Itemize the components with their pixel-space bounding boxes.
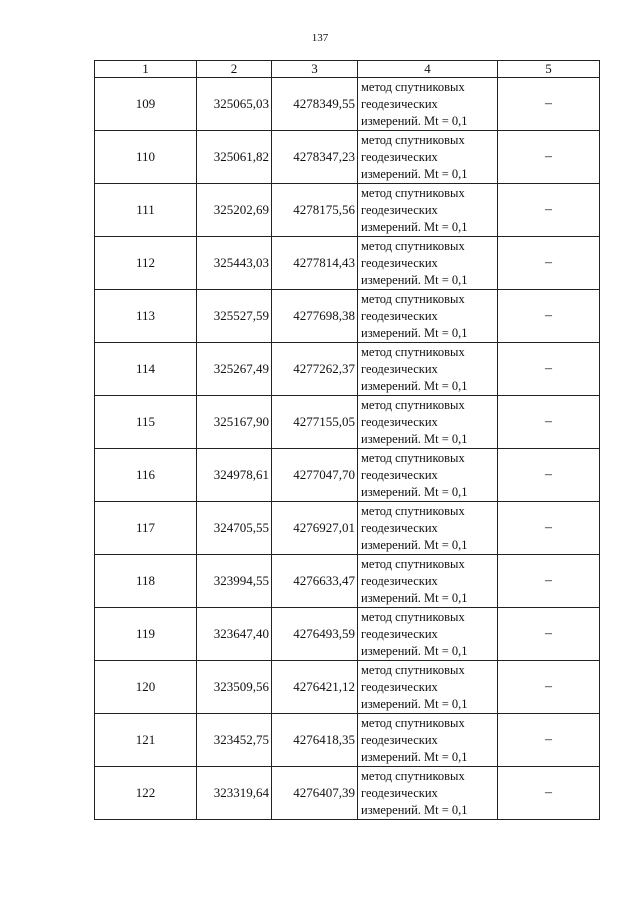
y-coordinate-cell: 4277155,05 <box>272 396 358 449</box>
method-line: метод спутниковых <box>361 397 465 412</box>
note-cell: – <box>498 78 600 131</box>
method-line: измерений. Mt = 0,1 <box>361 696 468 711</box>
note-cell: – <box>498 396 600 449</box>
method-line: измерений. Mt = 0,1 <box>361 590 468 605</box>
note-cell: – <box>498 449 600 502</box>
note-cell: – <box>498 502 600 555</box>
table-row <box>95 449 600 502</box>
method-line: метод спутниковых <box>361 662 465 677</box>
x-coordinate-cell: 323319,64 <box>197 767 272 820</box>
method-line: геодезических <box>361 361 438 376</box>
header-col-5: 5 <box>498 61 600 78</box>
note-cell: – <box>498 290 600 343</box>
method-cell <box>358 78 498 131</box>
note-cell: – <box>498 131 600 184</box>
point-number-cell: 111 <box>95 184 197 237</box>
y-coordinate-cell: 4277814,43 <box>272 237 358 290</box>
point-number-cell: 115 <box>95 396 197 449</box>
method-cell <box>358 343 498 396</box>
table-row <box>95 343 600 396</box>
x-coordinate-cell: 323647,40 <box>197 608 272 661</box>
method-cell <box>358 714 498 767</box>
note-cell: – <box>498 767 600 820</box>
note-cell: – <box>498 608 600 661</box>
header-col-3: 3 <box>272 61 358 78</box>
x-coordinate-cell: 323509,56 <box>197 661 272 714</box>
point-number-cell: 120 <box>95 661 197 714</box>
method-line: измерений. Mt = 0,1 <box>361 272 468 287</box>
method-line: измерений. Mt = 0,1 <box>361 643 468 658</box>
method-line: метод спутниковых <box>361 79 465 94</box>
method-line: измерений. Mt = 0,1 <box>361 484 468 499</box>
method-line: измерений. Mt = 0,1 <box>361 537 468 552</box>
method-cell <box>358 555 498 608</box>
x-coordinate-cell: 323452,75 <box>197 714 272 767</box>
method-line: геодезических <box>361 467 438 482</box>
table-row <box>95 714 600 767</box>
method-line: метод спутниковых <box>361 556 465 571</box>
x-coordinate-cell: 325443,03 <box>197 237 272 290</box>
y-coordinate-cell: 4278349,55 <box>272 78 358 131</box>
table-row <box>95 661 600 714</box>
method-line: метод спутниковых <box>361 609 465 624</box>
point-number-cell: 122 <box>95 767 197 820</box>
method-line: геодезических <box>361 679 438 694</box>
point-number-cell: 116 <box>95 449 197 502</box>
y-coordinate-cell: 4276927,01 <box>272 502 358 555</box>
method-line: метод спутниковых <box>361 768 465 783</box>
y-coordinate-cell: 4276407,39 <box>272 767 358 820</box>
method-cell <box>358 237 498 290</box>
y-coordinate-cell: 4277262,37 <box>272 343 358 396</box>
x-coordinate-cell: 325267,49 <box>197 343 272 396</box>
table-row <box>95 131 600 184</box>
table-body <box>95 78 600 820</box>
y-coordinate-cell: 4276493,59 <box>272 608 358 661</box>
method-cell <box>358 290 498 343</box>
note-cell: – <box>498 343 600 396</box>
header-row <box>95 61 600 78</box>
table-row <box>95 502 600 555</box>
method-line: измерений. Mt = 0,1 <box>361 378 468 393</box>
method-cell <box>358 661 498 714</box>
point-number-cell: 113 <box>95 290 197 343</box>
point-number-cell: 118 <box>95 555 197 608</box>
point-number-cell: 114 <box>95 343 197 396</box>
method-line: геодезических <box>361 520 438 535</box>
point-number-cell: 119 <box>95 608 197 661</box>
table-row <box>95 184 600 237</box>
method-line: геодезических <box>361 785 438 800</box>
point-number-cell: 117 <box>95 502 197 555</box>
method-line: измерений. Mt = 0,1 <box>361 325 468 340</box>
note-cell: – <box>498 714 600 767</box>
x-coordinate-cell: 325065,03 <box>197 78 272 131</box>
y-coordinate-cell: 4276418,35 <box>272 714 358 767</box>
x-coordinate-cell: 325061,82 <box>197 131 272 184</box>
x-coordinate-cell: 324705,55 <box>197 502 272 555</box>
method-line: метод спутниковых <box>361 715 465 730</box>
method-line: измерений. Mt = 0,1 <box>361 166 468 181</box>
method-line: геодезических <box>361 573 438 588</box>
header-col-2: 2 <box>197 61 272 78</box>
method-line: геодезических <box>361 202 438 217</box>
table-row <box>95 608 600 661</box>
method-cell <box>358 502 498 555</box>
method-line: измерений. Mt = 0,1 <box>361 431 468 446</box>
method-line: измерений. Mt = 0,1 <box>361 219 468 234</box>
table-row <box>95 555 600 608</box>
method-line: измерений. Mt = 0,1 <box>361 802 468 817</box>
table-row <box>95 396 600 449</box>
method-line: геодезических <box>361 414 438 429</box>
method-line: геодезических <box>361 732 438 747</box>
x-coordinate-cell: 325527,59 <box>197 290 272 343</box>
point-number-cell: 110 <box>95 131 197 184</box>
method-cell <box>358 131 498 184</box>
method-line: геодезических <box>361 308 438 323</box>
method-line: метод спутниковых <box>361 132 465 147</box>
y-coordinate-cell: 4277047,70 <box>272 449 358 502</box>
table-row <box>95 290 600 343</box>
method-line: геодезических <box>361 255 438 270</box>
y-coordinate-cell: 4276421,12 <box>272 661 358 714</box>
method-cell <box>358 608 498 661</box>
method-line: измерений. Mt = 0,1 <box>361 749 468 764</box>
method-cell <box>358 767 498 820</box>
method-cell <box>358 184 498 237</box>
method-line: измерений. Mt = 0,1 <box>361 113 468 128</box>
method-cell <box>358 396 498 449</box>
point-number-cell: 121 <box>95 714 197 767</box>
method-line: метод спутниковых <box>361 344 465 359</box>
method-line: геодезических <box>361 149 438 164</box>
x-coordinate-cell: 324978,61 <box>197 449 272 502</box>
note-cell: – <box>498 184 600 237</box>
table-row <box>95 237 600 290</box>
method-line: метод спутниковых <box>361 503 465 518</box>
y-coordinate-cell: 4277698,38 <box>272 290 358 343</box>
x-coordinate-cell: 325167,90 <box>197 396 272 449</box>
method-line: метод спутниковых <box>361 238 465 253</box>
y-coordinate-cell: 4278175,56 <box>272 184 358 237</box>
point-number-cell: 112 <box>95 237 197 290</box>
point-number-cell: 109 <box>95 78 197 131</box>
note-cell: – <box>498 661 600 714</box>
header-col-4: 4 <box>358 61 498 78</box>
page-number: 137 <box>311 32 329 44</box>
method-line: метод спутниковых <box>361 450 465 465</box>
method-line: геодезических <box>361 96 438 111</box>
table-row <box>95 78 600 131</box>
method-line: метод спутниковых <box>361 185 465 200</box>
coordinates-table <box>94 60 600 820</box>
y-coordinate-cell: 4276633,47 <box>272 555 358 608</box>
note-cell: – <box>498 237 600 290</box>
x-coordinate-cell: 325202,69 <box>197 184 272 237</box>
table-row <box>95 767 600 820</box>
method-cell <box>358 449 498 502</box>
y-coordinate-cell: 4278347,23 <box>272 131 358 184</box>
method-line: метод спутниковых <box>361 291 465 306</box>
note-cell: – <box>498 555 600 608</box>
x-coordinate-cell: 323994,55 <box>197 555 272 608</box>
header-col-1: 1 <box>95 61 197 78</box>
method-line: геодезических <box>361 626 438 641</box>
